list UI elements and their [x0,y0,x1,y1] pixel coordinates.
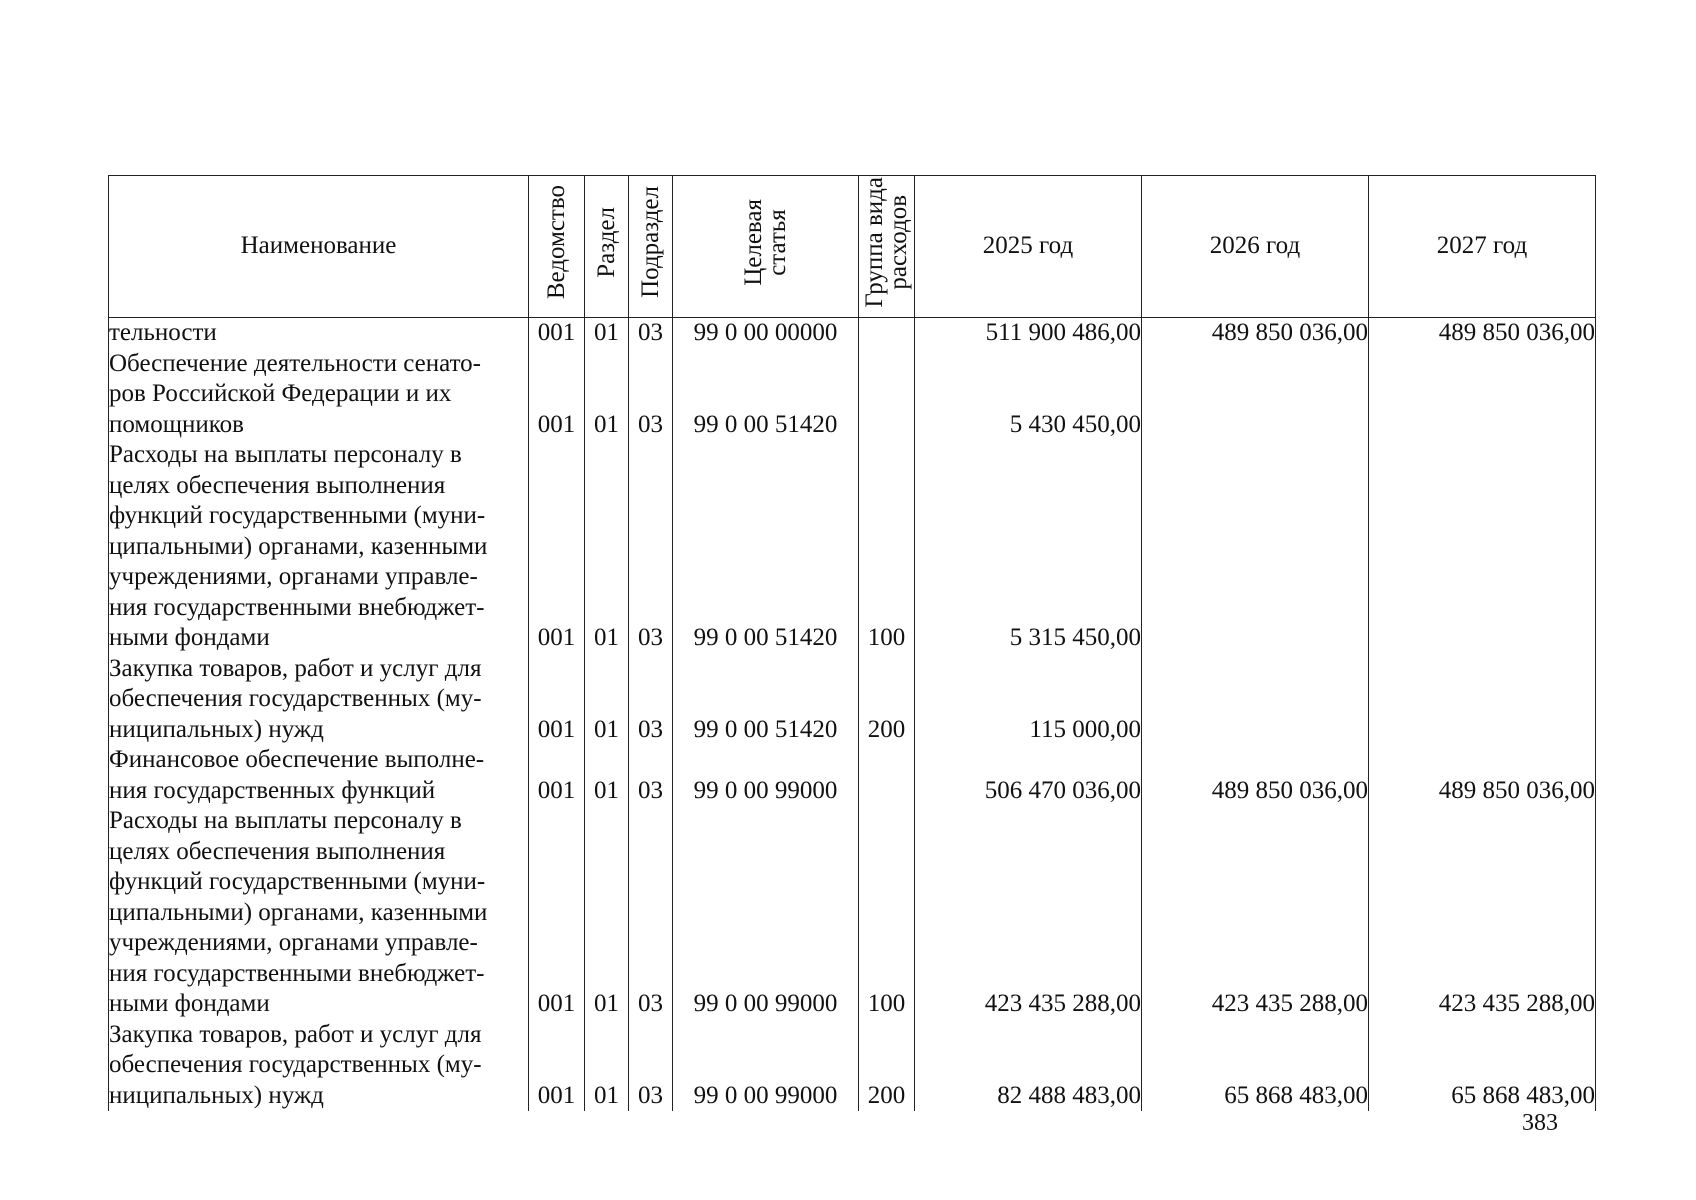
row-2026: 489 850 036,00 [1142,318,1369,349]
row-2026: 423 435 288,00 [1142,806,1369,1020]
row-name-line: Финансовое обеспечение выполне- [109,746,485,773]
table-row [109,745,1596,806]
row-2025: 82 488 483,00 [915,1020,1142,1112]
row-razdel: 01 [585,1020,629,1112]
row-2025: 511 900 486,00 [915,318,1142,349]
row-2027 [1369,349,1596,441]
row-2026: 65 868 483,00 [1142,1020,1369,1112]
row-name-line: ния государственными внебюджет- [109,959,485,987]
row-razdel: 01 [585,349,629,441]
header-2027-label: 2027 год [1436,232,1528,260]
row-2025: 423 435 288,00 [915,806,1142,1020]
row-razdel: 01 [585,318,629,349]
row-name-line: целях обеспечения выполнения [109,837,446,865]
row-2026: 489 850 036,00 [1142,745,1369,806]
row-name-line: обеспечения государственных (му- [109,1051,482,1078]
row-celevaya: 99 0 00 51420 [673,349,859,441]
row-vedomstvo: 001 [529,349,585,441]
row-name-line: тельности [109,319,217,346]
row-celevaya: 99 0 00 99000 [673,1020,859,1112]
row-razdel: 01 [585,654,629,746]
row-2027: 489 850 036,00 [1369,745,1596,806]
row-name-line: помощников [109,410,244,438]
row-razdel: 01 [585,745,629,806]
row-gruppa: 200 [859,1020,915,1112]
row-2026 [1142,349,1369,441]
header-2026 [1142,176,1369,318]
table-row [109,440,1596,654]
header-2025 [915,176,1142,318]
row-celevaya: 99 0 00 99000 [673,745,859,806]
row-2026 [1142,654,1369,746]
row-2025: 5 315 450,00 [915,440,1142,654]
row-podrazdel: 03 [629,1020,673,1112]
row-name [109,806,529,1020]
row-name-line: Обеспечение деятельности сенато- [109,349,481,377]
table-body [109,318,1596,1112]
row-2025: 506 470 036,00 [915,745,1142,806]
row-2025: 115 000,00 [915,654,1142,746]
row-name [109,745,529,806]
header-2027 [1369,176,1596,318]
row-podrazdel: 03 [629,806,673,1020]
row-celevaya: 99 0 00 00000 [673,318,859,349]
row-name [109,440,529,654]
row-name-line: Закупка товаров, работ и услуг для [109,1020,482,1048]
row-2027: 489 850 036,00 [1369,318,1596,349]
row-gruppa: 100 [859,806,915,1020]
header-gruppa [859,176,915,318]
row-name [109,654,529,746]
row-vedomstvo: 001 [529,318,585,349]
header-gruppa-label: Группа вида расходов [860,176,912,308]
header-celevaya-label: Целевая статья [739,198,791,286]
row-2027: 423 435 288,00 [1369,806,1596,1020]
row-vedomstvo: 001 [529,806,585,1020]
row-name-line: ными фондами [109,990,270,1017]
row-2027: 65 868 483,00 [1369,1020,1596,1112]
page-number: 383 [1522,1110,1558,1136]
row-razdel: 01 [585,806,629,1020]
row-podrazdel: 03 [629,654,673,746]
row-podrazdel: 03 [629,318,673,349]
header-vedomstvo-label: Ведомство [542,185,570,300]
row-vedomstvo: 001 [529,440,585,654]
row-vedomstvo: 001 [529,1020,585,1112]
row-gruppa [859,349,915,441]
row-name-line: целях обеспечения выполнения [109,471,446,499]
row-name-line: функций государственными (муни- [109,868,486,895]
row-celevaya: 99 0 00 51420 [673,654,859,746]
row-name-line: Расходы на выплаты персоналу в [109,441,462,468]
row-name [109,1020,529,1112]
table-row [109,1020,1596,1112]
row-name-line: ципальными) органами, казенными [109,898,488,926]
row-gruppa: 100 [859,440,915,654]
row-name-line: ров Российской Федерации и их [109,380,452,407]
row-name-line: учреждениями, органами управле- [109,929,478,956]
row-2027 [1369,440,1596,654]
row-name-line: ными фондами [109,624,270,651]
row-name-line: ниципальных) нужд [109,715,324,743]
header-razdel-label: Раздел [592,206,620,278]
row-name-line: обеспечения государственных (му- [109,685,482,712]
row-2025: 5 430 450,00 [915,349,1142,441]
row-celevaya: 99 0 00 51420 [673,440,859,654]
header-2026-label: 2026 год [1209,232,1301,260]
table-row [109,654,1596,746]
row-gruppa [859,745,915,806]
row-celevaya: 99 0 00 99000 [673,806,859,1020]
row-name [109,318,529,349]
row-gruppa [859,318,915,349]
table-row [109,806,1596,1020]
budget-table [108,175,1596,1111]
table-row [109,349,1596,441]
row-vedomstvo: 001 [529,745,585,806]
table-header [109,176,1596,318]
row-razdel: 01 [585,440,629,654]
row-vedomstvo: 001 [529,654,585,746]
row-2026 [1142,440,1369,654]
row-name-line: ния государственных функций [109,776,436,804]
row-name-line: ниципальных) нужд [109,1081,324,1109]
row-podrazdel: 03 [629,745,673,806]
row-podrazdel: 03 [629,440,673,654]
row-gruppa: 200 [859,654,915,746]
header-celevaya [673,176,859,318]
header-podrazdel [629,176,673,318]
header-podrazdel-label: Подраздел [636,186,664,299]
header-razdel [585,176,629,318]
row-2027 [1369,654,1596,746]
row-name-line: Закупка товаров, работ и услуг для [109,654,482,682]
table-row [109,318,1596,349]
row-name-line: ципальными) органами, казенными [109,532,488,560]
header-name [109,176,529,318]
row-name-line: Расходы на выплаты персоналу в [109,807,462,834]
header-2025-label: 2025 год [982,232,1074,260]
header-name-label: Наименование [240,232,397,260]
row-name [109,349,529,441]
row-podrazdel: 03 [629,349,673,441]
row-name-line: ния государственными внебюджет- [109,593,485,621]
row-name-line: учреждениями, органами управле- [109,563,478,590]
header-row [109,176,1596,318]
row-name-line: функций государственными (муни- [109,502,486,529]
header-vedomstvo [529,176,585,318]
